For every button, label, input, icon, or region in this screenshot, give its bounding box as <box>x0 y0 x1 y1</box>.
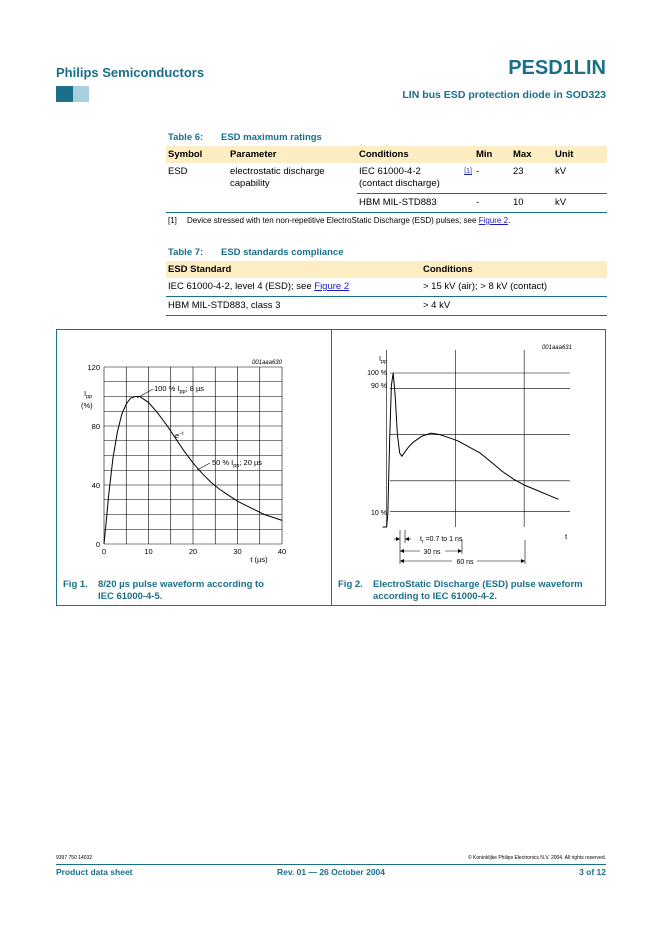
table6-conditions-line1: IEC 61000-4-2 <box>359 166 421 177</box>
table6-cell-parameter <box>228 163 357 213</box>
table6-cell-max: 10 <box>511 194 553 213</box>
table6 <box>166 146 607 213</box>
table6-title: ESD maximum ratings <box>221 132 322 143</box>
fig2-ytick-10: 10 % <box>371 510 387 517</box>
brand-block-dark <box>56 86 73 102</box>
table6-parameter-line1: electrostatic discharge <box>230 166 325 177</box>
table6-cell-unit: kV <box>553 194 607 213</box>
page-number: 3 of 12 <box>579 867 606 877</box>
table6-header-conditions: Conditions <box>357 146 474 163</box>
fig2-30ns-label: 30 ns <box>423 549 441 556</box>
fig2-ytick-100: 100 % <box>367 370 387 377</box>
fig2-code: 001aaa631 <box>541 345 572 351</box>
table-row <box>166 163 607 194</box>
table-row <box>166 278 607 297</box>
fig1-caption-line2: IEC 61000-4-5. <box>98 591 163 602</box>
table-row <box>166 297 607 316</box>
document-id: 9397 750 14032 <box>56 855 93 861</box>
brand-block-light <box>73 86 89 102</box>
table6-cell-symbol: ESD <box>166 163 228 213</box>
fig1-grid <box>104 367 282 544</box>
fig1-xtick-label: 30 <box>233 547 242 556</box>
fig1-annotation-peak: 100 % $I_{pp}$; 8 µs <box>154 384 205 395</box>
footnote-text: Device stressed with ten non-repetitive ElectroStatic Discharge (ESD) pulses; see <box>187 216 477 225</box>
document-subtitle: LIN bus ESD protection diode in SOD323 <box>402 89 606 101</box>
fig2-chart <box>332 330 605 570</box>
fig1-xtick-label: 10 <box>144 547 153 556</box>
table6-header-parameter: Parameter <box>228 146 357 163</box>
table6-header-max: Max <box>511 146 553 163</box>
fig2-30ns-arrowhead-right <box>458 549 462 553</box>
table6-header-symbol: Symbol <box>166 146 228 163</box>
table7 <box>166 261 607 316</box>
fig2-60ns-arrowhead-right <box>521 559 525 563</box>
fig1-caption-line1: 8/20 µs pulse waveform according to <box>98 579 264 590</box>
fig1-caption-label: Fig 1. <box>63 579 88 590</box>
table6-header-unit: Unit <box>553 146 607 163</box>
footnote-end: . <box>508 216 511 225</box>
table6-cell-min: - <box>474 194 511 213</box>
fig1-ylabel-unit: (%) <box>81 401 93 410</box>
fig2-caption-line1: ElectroStatic Discharge (ESD) pulse waveform <box>373 579 583 590</box>
footnote-label: [1] <box>168 216 177 225</box>
fig1-ytick-label: 80 <box>91 422 100 431</box>
fig1-ytick-label: 120 <box>87 363 100 372</box>
table6-cell-unit: kV <box>553 163 607 194</box>
fig2-xlabel: t <box>565 532 568 541</box>
table7-cell-standard: HBM MIL-STD883, class 3 <box>166 297 421 316</box>
table7-cell-conditions: > 4 kV <box>421 297 607 316</box>
fig1-ytick-label: 0 <box>95 540 100 549</box>
copyright: © Koninklijke Philips Electronics N.V. 2004. All rights reserved. <box>467 855 606 861</box>
fig2-caption-line2: according to IEC 61000-4-2. <box>373 591 498 602</box>
table6-header-row <box>166 146 607 163</box>
table6-footnote <box>168 216 510 225</box>
fig2-rise-arrowhead-right <box>405 537 409 541</box>
fig2-waveform <box>383 373 559 527</box>
fig1-ytick-label: 40 <box>91 481 100 490</box>
table7-header-conditions: Conditions <box>421 261 607 278</box>
company-name: Philips Semiconductors <box>56 65 205 80</box>
fig1-annotation-decay: $e^{-t}$ <box>175 431 184 440</box>
figure2-link[interactable]: Figure 2 <box>314 281 350 292</box>
table6-cell-conditions <box>357 163 474 194</box>
fig2-30ns-arrowhead-left <box>400 549 404 553</box>
fig1-xtick-label: 40 <box>277 547 287 556</box>
table6-conditions-line2: (contact discharge) <box>359 178 440 189</box>
footer-revision: Rev. 01 — 26 October 2004 <box>276 867 386 877</box>
fig2-60ns-arrowhead-left <box>400 559 404 563</box>
fig1-caption <box>63 579 264 603</box>
fig1-xtick-label: 20 <box>188 547 198 556</box>
fig1-chart <box>57 330 330 570</box>
fig1-xlabel: t (µs) <box>250 555 268 564</box>
fig2-caption-label: Fig 2. <box>338 579 363 590</box>
table6-cell-conditions: HBM MIL-STD883 <box>357 194 474 213</box>
footer-doc-type: Product data sheet <box>56 867 133 877</box>
fig1-xtick-label: 0 <box>101 547 107 556</box>
fig2-rise-arrowhead-left <box>396 537 400 541</box>
fig2-ytick-90: 90 % <box>371 383 387 390</box>
table6-footnote-ref[interactable]: [1] <box>464 168 472 175</box>
table6-caption <box>168 132 322 143</box>
table6-header-min: Min <box>474 146 511 163</box>
fig2-ylabel: $I_{pp}$ <box>379 354 388 365</box>
fig2-rise-label: $t_r =0.7$ to 1 ns <box>420 536 463 545</box>
table7-header-standard: ESD Standard <box>166 261 421 278</box>
fig2-60ns-label: 60 ns <box>456 559 474 566</box>
fig1-annotation-half: 50 % $I_{pp}$; 20 µs <box>212 458 263 469</box>
fig2-caption <box>338 579 583 603</box>
figure2-link[interactable]: Figure 2 <box>478 216 509 225</box>
table7-standard-text: IEC 61000-4-2, level 4 (ESD); see <box>168 281 312 292</box>
fig1-leader-half <box>197 463 210 470</box>
table7-caption <box>168 247 343 258</box>
product-name: PESD1LIN <box>508 57 606 79</box>
table6-parameter-line2: capability <box>230 178 270 189</box>
table6-cell-max: 23 <box>511 163 553 194</box>
table7-cell-conditions: > 15 kV (air); > 8 kV (contact) <box>421 278 607 297</box>
table7-title: ESD standards compliance <box>221 247 344 258</box>
fig1-ylabel: $I_{pp}$ <box>84 389 93 400</box>
table7-cell-standard <box>166 278 421 297</box>
fig2-grid <box>387 350 570 527</box>
table6-label: Table 6: <box>168 132 204 143</box>
footer-divider <box>56 864 606 865</box>
table6-cell-min: - <box>474 163 511 194</box>
fig1-code: 001aaa630 <box>251 360 282 366</box>
table7-header-row <box>166 261 607 278</box>
table7-label: Table 7: <box>168 247 204 258</box>
